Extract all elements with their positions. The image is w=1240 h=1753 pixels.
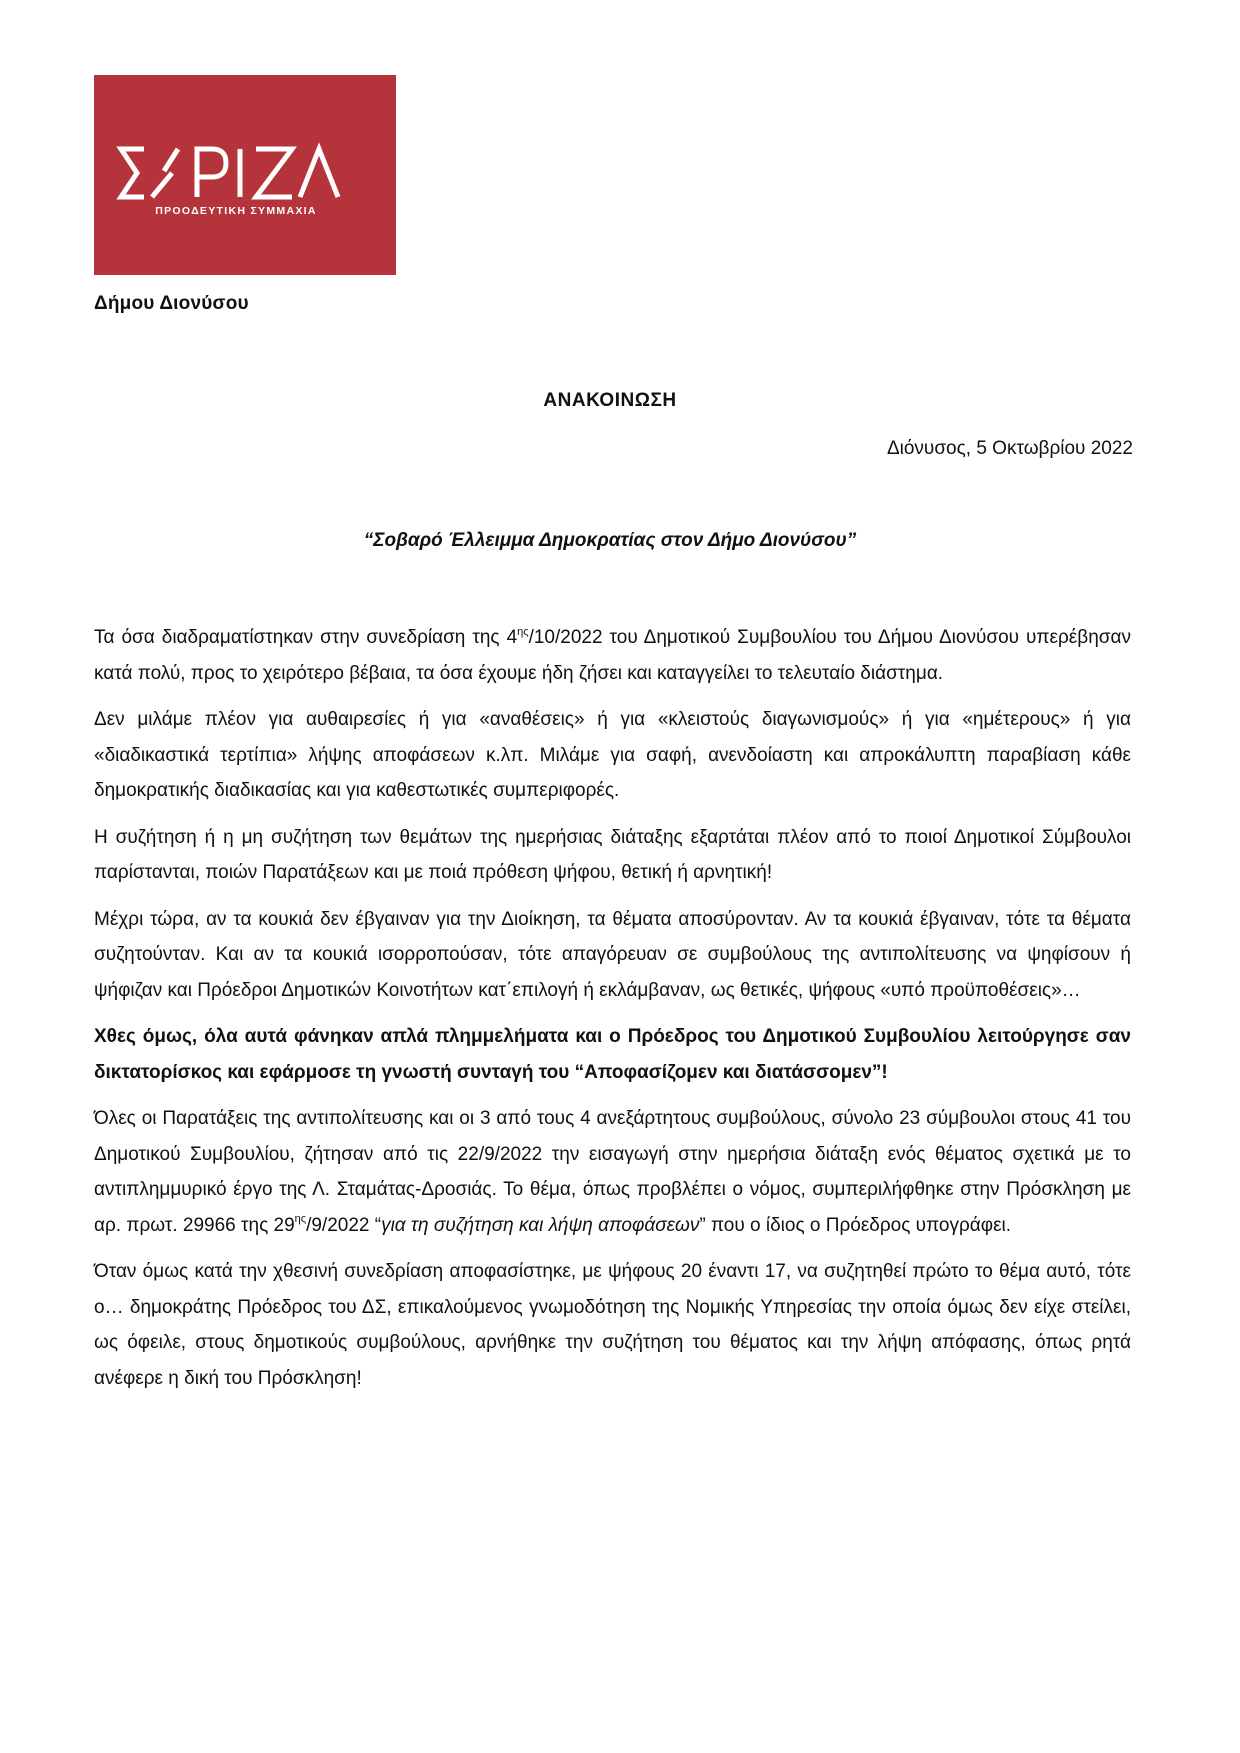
paragraph-6-part-c: ” που ο ίδιος ο Πρόεδρος υπογράφει. xyxy=(699,1214,1012,1236)
paragraph-1-part-a: Τα όσα διαδραματίστηκαν στην συνεδρίαση της 4 xyxy=(94,627,518,648)
document-subject: “Σοβαρό Έλλειμμα Δημοκρατίας στον Δήμο Διονύσου” xyxy=(363,530,857,551)
document-heading: ΑΝΑΚΟΙΝΩΣΗ xyxy=(543,390,677,411)
org-name: Δήμου Διονύσου xyxy=(94,293,249,314)
quoted-phrase: για τη συζήτηση και λήψη αποφάσεων xyxy=(381,1214,700,1236)
paragraph-6-part-a: Όλες οι Παρατάξεις της αντιπολίτευσης και οι 3 από τους 4 ανεξάρτητους συμβούλους, σύνολο 23 σύμβουλοι στους 41 του Δημοτικού Συμβουλίου, ζήτησαν από τις 22/9/2022 την εισαγωγή στην ημερήσια διάταξη ενός θέματος σχετικά με το αντιπλημμυρικό έργο της Λ. Σταμάτας-Δροσιάς. Το θέμα, όπως προβλέπει ο νόμος, συμπεριλήφθηκε στην Πρόσκληση με αρ. πρωτ. 29966 της 29 xyxy=(94,1108,1131,1236)
paragraph-6 xyxy=(94,1101,1131,1243)
party-logo xyxy=(94,75,396,275)
party-logo-graphic xyxy=(94,75,396,275)
paragraph-6-part-b: /9/2022 “ xyxy=(306,1214,382,1236)
paragraph-1 xyxy=(94,620,1131,691)
paragraph-3: Η συζήτηση ή η μη συζήτηση των θεμάτων της ημερήσιας διάταξης εξαρτάται πλέον από το ποιοί Δημοτικοί Σύμβουλοι παρίστανται, ποιών Παρατάξεων και με ποιά πρόθεση ψήφου, θετική ή αρνητική! xyxy=(94,826,1131,883)
logo-tagline: ΠΡΟΟΔΕΥΤΙΚΗ ΣΥΜΜΑΧΙΑ xyxy=(155,205,317,217)
paragraph-7: Όταν όμως κατά την χθεσινή συνεδρίαση αποφασίστηκε, με ψήφους 20 έναντι 17, να συζητηθεί πρώτο το θέμα αυτό, τότε ο… δημοκράτης Πρόεδρος του ΔΣ, επικαλούμενος γνωμοδότηση της Νομικής Υπηρεσίας την οποία όμως δεν είχε στείλει, ως όφειλε, στους δημοτικούς συμβούλους, αρνήθηκε την συζήτηση του θέματος και την λήψη απόφασης, όπως ρητά ανέφερε η δική του Πρόσκληση! xyxy=(94,1261,1131,1389)
document-body xyxy=(94,620,1131,1407)
paragraph-4: Μέχρι τώρα, αν τα κουκιά δεν έβγαιναν για την Διοίκηση, τα θέματα αποσύρονταν. Αν τα κουκιά έβγαιναν, τότε τα θέματα συζητούνταν. Και αν τα κουκιά ισορροπούσαν, τότε απαγόρευαν σε συμβούλους της αντιπολίτευσης να ψηφίσουν ή ψήφιζαν και Πρόεδροι Δημοτικών Κοινοτήτων κατ΄επιλογή ή εκλάμβαναν, ως θετικές, ψήφους «υπό προϋποθέσεις»… xyxy=(94,908,1131,1001)
dateline: Διόνυσος, 5 Οκτωβρίου 2022 xyxy=(886,438,1133,459)
paragraph-5: Χθες όμως, όλα αυτά φάνηκαν απλά πλημμελήματα και ο Πρόεδρος του Δημοτικού Συμβουλίου λειτούργησε σαν δικτατορίσκος και εφάρμοσε τη γνωστή συνταγή του “Αποφασίζομεν και διατάσσομεν”! xyxy=(94,1026,1131,1083)
ordinal-suffix: ης xyxy=(294,1213,307,1226)
paragraph-2: Δεν μιλάμε πλέον για αυθαιρεσίες ή για «αναθέσεις» ή για «κλειστούς διαγωνισμούς» ή για «ημέτερους» ή για «διαδικαστικά τερτίπια» λήψης αποφάσεων κ.λπ. Μιλάμε για σαφή, ανενδοίαστη και απροκάλυπτη παραβίαση κάθε δημοκρατικής διαδικασίας και για καθεστωτικές συμπεριφορές. xyxy=(94,709,1131,801)
paragraph-1-part-b: /10/2022 του Δημοτικού Συμβουλίου του Δήμου Διονύσου υπερέβησαν κατά πολύ, προς το χειρότερο βέβαια, τα όσα έχουμε ήδη ζήσει και καταγγείλει το τελευταίο διάστημα. xyxy=(94,627,1131,684)
ordinal-suffix: ης xyxy=(517,625,529,638)
